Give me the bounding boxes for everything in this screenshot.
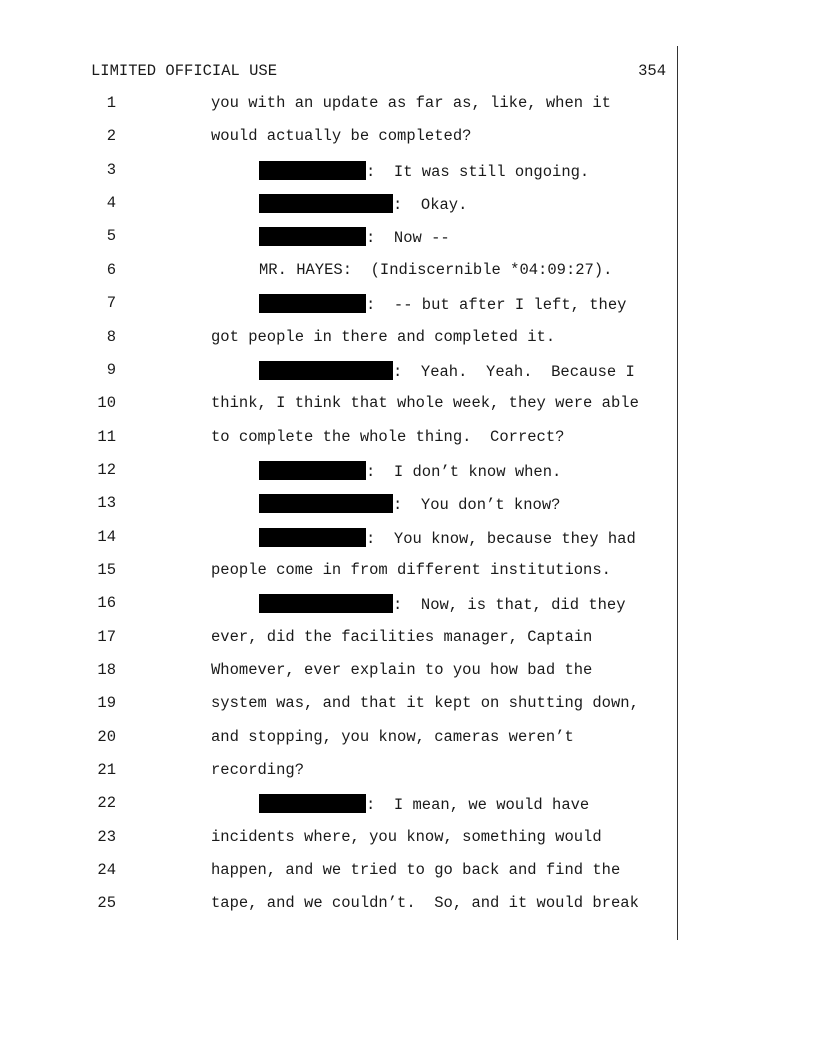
- line-text-content: happen, and we tried to go back and find the: [211, 861, 621, 880]
- line-number: 14: [97, 527, 116, 546]
- line-text: [211, 127, 471, 145]
- line-text-content: : Now, is that, did they: [393, 596, 626, 615]
- transcript-line: [0, 894, 816, 914]
- line-number: 10: [97, 394, 116, 413]
- redacted-name-block: [259, 794, 366, 813]
- transcript-line: [0, 494, 816, 514]
- line-number: 9: [106, 360, 116, 379]
- line-text: [259, 461, 561, 481]
- redacted-name-block: [259, 194, 393, 213]
- line-text: [211, 828, 602, 846]
- line-number: 20: [97, 727, 116, 746]
- line-number: 5: [106, 227, 116, 246]
- line-number: 11: [97, 427, 116, 446]
- line-number: 12: [97, 460, 116, 479]
- line-number: 25: [97, 894, 116, 913]
- transcript-line: [0, 794, 816, 814]
- transcript-line: [0, 728, 816, 748]
- transcript-line: [0, 394, 816, 414]
- line-text: [211, 394, 639, 412]
- line-number: 1: [106, 94, 116, 112]
- line-text-content: MR. HAYES: (Indiscernible *04:09:27).: [259, 260, 613, 279]
- line-text-content: ever, did the facilities manager, Captain: [211, 627, 593, 646]
- line-text-content: incidents where, you know, something would: [211, 827, 602, 846]
- line-text: [211, 661, 592, 679]
- line-text: [259, 161, 589, 181]
- line-text-content: : It was still ongoing.: [366, 162, 590, 181]
- line-text: [259, 494, 560, 514]
- line-number: 4: [106, 194, 116, 213]
- line-text: [211, 761, 304, 779]
- line-text: [211, 894, 639, 912]
- line-text-content: : You don’t know?: [393, 496, 561, 515]
- line-text: [211, 94, 611, 112]
- transcript-line: [0, 328, 816, 348]
- line-number: 19: [97, 694, 116, 713]
- line-text-content: would actually be completed?: [211, 127, 472, 146]
- transcript-line: [0, 561, 816, 581]
- line-text: [211, 728, 574, 746]
- redacted-name-block: [259, 494, 393, 513]
- transcript-line: [0, 194, 816, 214]
- line-number: 13: [97, 494, 116, 513]
- transcript-line: [0, 261, 816, 281]
- transcript-line: [0, 161, 816, 181]
- transcript-line: [0, 861, 816, 881]
- line-number: 22: [97, 794, 116, 813]
- line-number: 18: [97, 661, 116, 679]
- transcript-line: [0, 461, 816, 481]
- line-text-content: : Yeah. Yeah. Because I: [393, 362, 635, 381]
- line-text: [211, 328, 555, 346]
- transcript-line: [0, 761, 816, 781]
- line-text-content: Whomever, ever explain to you how bad the: [211, 661, 593, 679]
- transcript-line: [0, 361, 816, 381]
- transcript-line: [0, 828, 816, 848]
- transcript-line: [0, 227, 816, 247]
- line-text: [211, 694, 639, 712]
- transcript-line: [0, 428, 816, 448]
- transcript-line: [0, 628, 816, 648]
- line-number: 17: [97, 627, 116, 646]
- line-number: 3: [106, 160, 116, 179]
- line-text: [211, 628, 592, 646]
- redacted-name-block: [259, 528, 366, 547]
- line-number: 23: [97, 827, 116, 846]
- classification-header: LIMITED OFFICIAL USE: [91, 62, 278, 80]
- line-text: [259, 194, 467, 214]
- line-text-content: : Okay.: [393, 196, 468, 215]
- line-text: [259, 361, 635, 381]
- line-text-content: tape, and we couldn’t. So, and it would break: [211, 894, 639, 913]
- redacted-name-block: [259, 594, 393, 613]
- line-number: 16: [97, 594, 116, 613]
- transcript-line: [0, 528, 816, 548]
- transcript-line: [0, 94, 816, 114]
- page-number: 354: [638, 62, 666, 80]
- line-number: 2: [106, 127, 116, 146]
- line-text-content: : I don’t know when.: [366, 462, 562, 481]
- line-text-content: to complete the whole thing. Correct?: [211, 427, 565, 446]
- line-text-content: system was, and that it kept on shutting down,: [211, 694, 639, 713]
- line-text: [211, 428, 564, 446]
- line-number: 7: [106, 294, 116, 313]
- transcript-line: [0, 127, 816, 147]
- line-text-content: you with an update as far as, like, when it: [211, 94, 611, 112]
- line-text-content: and stopping, you know, cameras weren’t: [211, 727, 574, 746]
- line-text: [259, 227, 450, 247]
- line-text-content: : -- but after I left, they: [366, 296, 627, 315]
- line-number: 6: [106, 260, 116, 279]
- transcript-line: [0, 694, 816, 714]
- line-number: 15: [97, 560, 116, 579]
- transcript-line: [0, 594, 816, 614]
- line-text: [259, 528, 636, 548]
- line-number: 8: [106, 327, 116, 346]
- line-number: 24: [97, 861, 116, 880]
- redacted-name-block: [259, 161, 366, 180]
- line-text-content: people come in from different institutions.: [211, 560, 611, 579]
- line-number: 21: [97, 761, 116, 779]
- line-text-content: : You know, because they had: [366, 529, 636, 548]
- line-text: [259, 261, 612, 279]
- line-text-content: : Now --: [366, 229, 450, 248]
- line-text: [259, 594, 626, 614]
- transcript-line: [0, 294, 816, 314]
- line-text: [259, 794, 589, 814]
- line-text: [211, 861, 620, 879]
- redacted-name-block: [259, 461, 366, 480]
- line-text-content: think, I think that whole week, they were able: [211, 394, 639, 413]
- redacted-name-block: [259, 227, 366, 246]
- redacted-name-block: [259, 361, 393, 380]
- line-text-content: got people in there and completed it.: [211, 327, 556, 346]
- redacted-name-block: [259, 294, 366, 313]
- line-text: [211, 561, 611, 579]
- line-text: [259, 294, 626, 314]
- line-text-content: recording?: [211, 761, 305, 779]
- transcript-line: [0, 661, 816, 681]
- line-text-content: : I mean, we would have: [366, 796, 590, 815]
